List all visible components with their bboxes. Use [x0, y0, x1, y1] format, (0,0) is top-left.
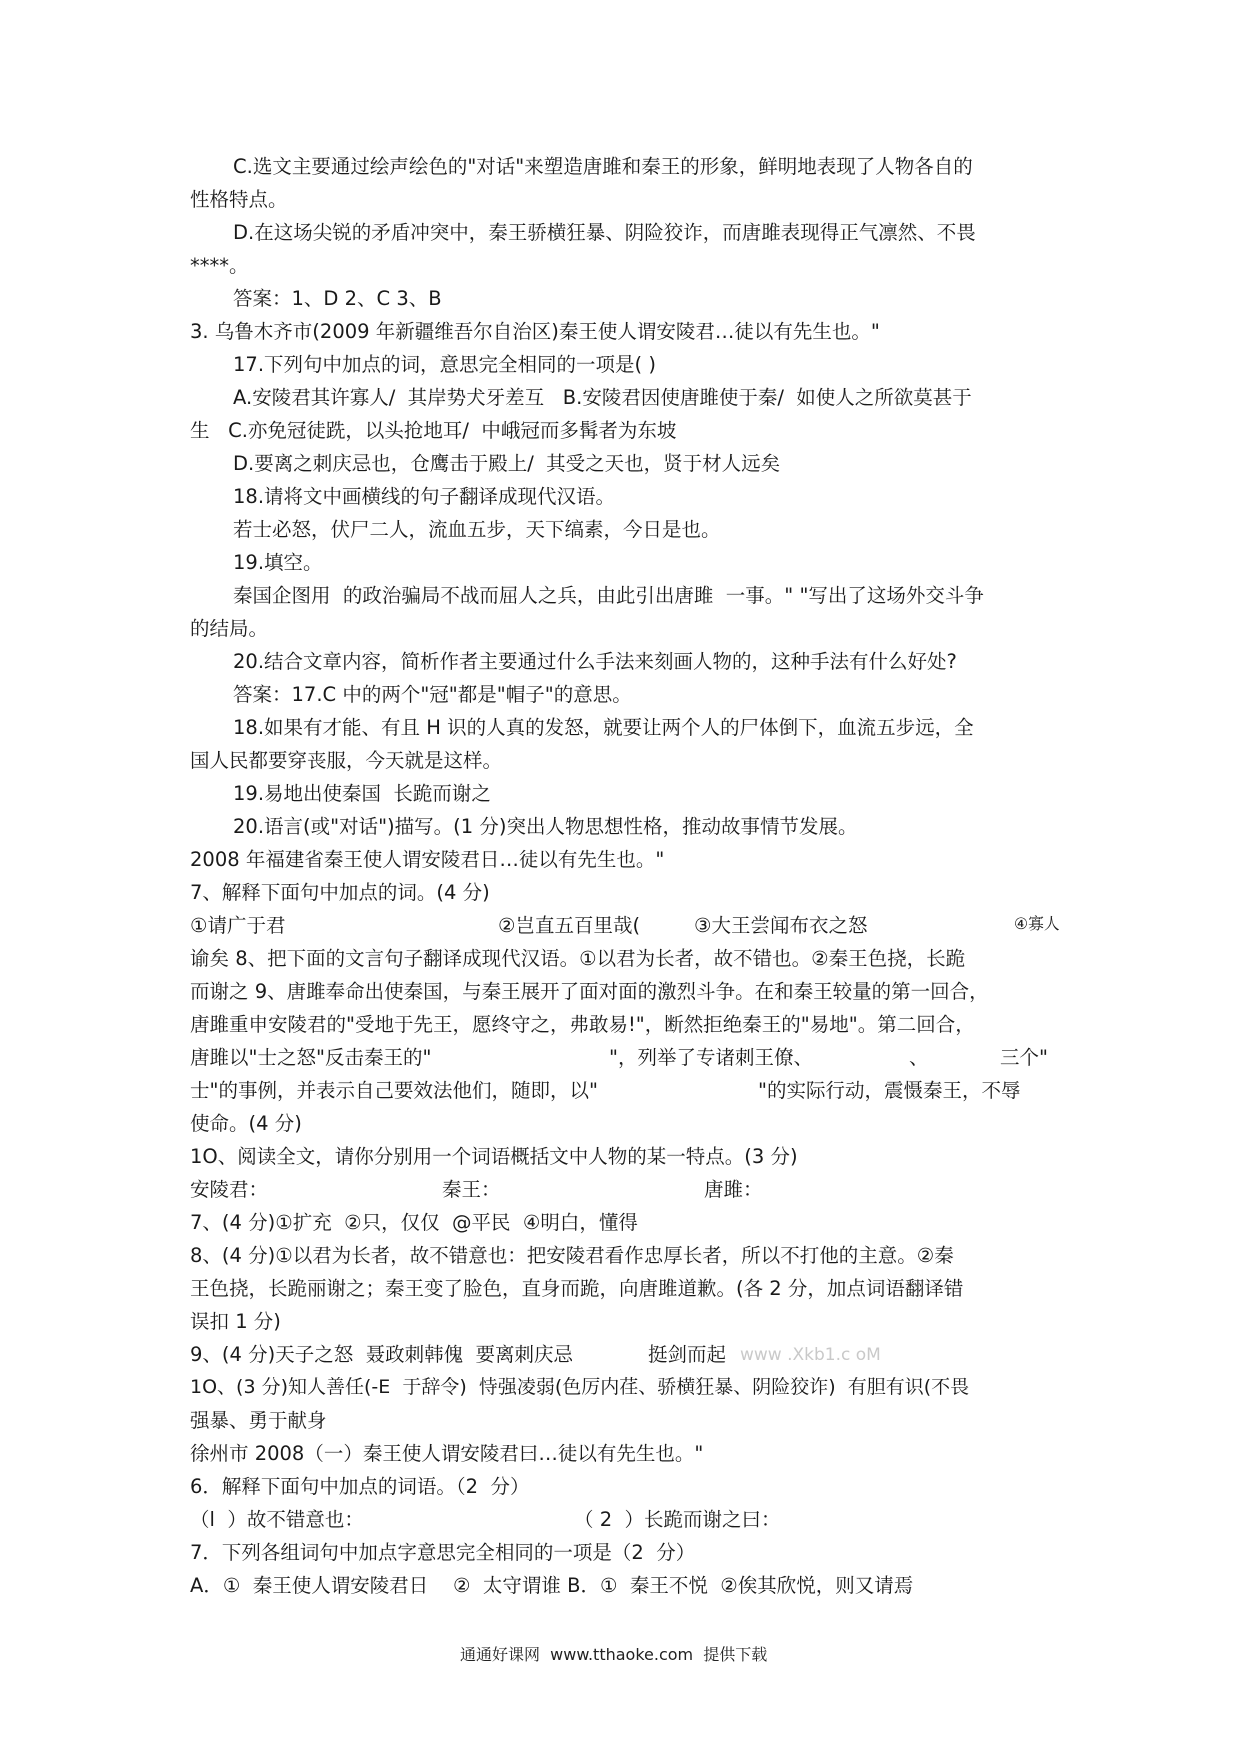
question-line: 7、解释下面句中加点的词。(4 分)	[190, 881, 490, 904]
question-item: （ 2 ）长跪而谢之曰：	[574, 1508, 781, 1531]
question-item: ①请广于君	[190, 914, 286, 937]
option-line: A.安陵君其许寡人/ 其岸势犬牙差互 B.安陵君因使唐雎使于秦/ 如使人之所欲莫甚于	[233, 386, 972, 409]
section-heading: 徐州市 2008（一）秦王使人谓安陵君曰…徒以有先生也。"	[190, 1442, 704, 1465]
answer-line: 1O、(3 分)知人善任(-E 于辞令) 恃强凌弱(色厉内荏、骄横狂暴、阴险狡诈) 有胆有识(不畏	[190, 1376, 970, 1398]
option-line: D.要离之刺庆忌也，仓鹰击于殿上/ 其受之天也，贤于材人远矣	[233, 452, 781, 475]
answer-line: 答案：1、D 2、C 3、B	[233, 287, 442, 310]
question-line: 18.请将文中画横线的句子翻译成现代汉语。	[233, 485, 616, 508]
text-segment: 、	[909, 1046, 929, 1069]
option-line: A．① 秦王使人谓安陵君日 ② 太守谓谁 B．① 秦王不悦 ②俟其欣悦，则又请焉	[190, 1574, 914, 1597]
question-line: 20.结合文章内容，简析作者主要通过什么手法来刻画人物的，这种手法有什么好处?	[233, 650, 957, 673]
answer-label: 唐雎：	[704, 1178, 763, 1201]
answer-line: 20.语言(或"对话")描写。(1 分)突出人物思想性格，推动故事情节发展。	[233, 815, 858, 838]
text-segment: 士"的事例，并表示自己要效法他们，随即，以"	[190, 1079, 598, 1102]
text-line: 秦国企图用 的政治骗局不战而屈人之兵，由此引出唐雎 一事。" "写出了这场外交斗争	[233, 584, 984, 607]
answer-line: 国人民都要穿丧服，今天就是这样。	[190, 749, 503, 772]
text-line: 谕矣 8、把下面的文言句子翻译成现代汉语。①以君为长者，故不错也。②秦王色挠，长跪	[190, 947, 966, 970]
text-line: 使命。(4 分)	[190, 1112, 302, 1135]
question-line: 7．下列各组词句中加点字意思完全相同的一项是（2 分）	[190, 1541, 696, 1564]
answer-line: 19.易地出使秦国 长跪而谢之	[233, 782, 491, 805]
question-line: 17.下列句中加点的词，意思完全相同的一项是( )	[233, 353, 656, 376]
question-item: ④寡人	[1014, 914, 1060, 933]
text-line: 而谢之 9、唐雎奉命出使秦国，与秦王展开了面对面的激烈斗争。在和秦王较量的第一回合，	[190, 980, 989, 1003]
text-line: 性格特点。	[190, 188, 288, 211]
question-item: ③大王尝闻布衣之怒	[694, 914, 868, 937]
answer-line: 答案：17.C 中的两个"冠"都是"帽子"的意思。	[233, 683, 632, 706]
text-segment: 唐雎以"士之怒"反击秦王的"	[190, 1046, 432, 1069]
text-line: D.在这场尖锐的矛盾冲突中，秦王骄横狂暴、阴险狡诈，而唐雎表现得正气凛然、不畏	[233, 221, 976, 244]
watermark-text: www .Xkb1.c oM	[740, 1345, 881, 1365]
question-item: ②岂直五百里哉(	[498, 914, 641, 937]
section-heading: 2008 年福建省秦王使人谓安陵君日…徒以有先生也。"	[190, 848, 665, 871]
section-heading: 3. 乌鲁木齐市(2009 年新疆维吾尔自治区)秦王使人谓安陵君…徒以有先生也。"	[190, 320, 880, 343]
option-line: 生 C.亦免冠徒跣，以头抢地耳/ 中峨冠而多髯者为东坡	[190, 419, 677, 442]
text-line: 若士必怒，伏尸二人，流血五步，天下缟素，今日是也。	[233, 518, 721, 541]
answer-segment: 挺剑而起	[648, 1343, 727, 1366]
answer-line: 王色挠，长跪丽谢之；秦王变了脸色，直身而跪，向唐雎道歉。(各 2 分，加点词语翻译错	[190, 1277, 964, 1300]
question-line: 19.填空。	[233, 551, 323, 574]
text-line: ****。	[190, 254, 249, 277]
question-line: 6．解释下面句中加点的词语。（2 分）	[190, 1475, 530, 1498]
question-line: 1O、阅读全文，请你分别用一个词语概括文中人物的某一特点。(3 分)	[190, 1145, 798, 1168]
answer-line: 18.如果有才能、有且 H 识的人真的发怒，就要让两个人的尸体倒下，血流五步远，全	[233, 716, 974, 739]
text-segment: 三个"	[1000, 1046, 1048, 1069]
page-footer: 通通好课网 www.tthaoke.com 提供下载	[460, 1645, 768, 1664]
text-line: 唐雎重申安陵君的"受地于先王，愿终守之，弗敢易!"，断然拒绝秦王的"易地"。第二回合，	[190, 1013, 975, 1036]
answer-label: 安陵君：	[190, 1178, 269, 1201]
question-item: （l ）故不错意也：	[190, 1508, 364, 1531]
answer-line: 误扣 1 分)	[190, 1310, 281, 1333]
answer-label: 秦王：	[442, 1178, 501, 1201]
answer-line: 8、(4 分)①以君为长者，故不错意也：把安陵君看作忠厚长者，所以不打他的主意。②秦	[190, 1244, 954, 1267]
answer-segment: 9、(4 分)天子之怒 聂政刺韩傀 要离刺庆忌	[190, 1343, 574, 1366]
text-line: 的结局。	[190, 617, 269, 640]
answer-line: 7、(4 分)①扩充 ②只，仅仅 @平民 ④明白，懂得	[190, 1211, 638, 1234]
text-segment: "，列举了专诸刺王僚、	[609, 1046, 813, 1069]
text-segment: "的实际行动，震慑秦王，不辱	[758, 1079, 1021, 1102]
text-line: C.选文主要通过绘声绘色的"对话"来塑造唐雎和秦王的形象，鲜明地表现了人物各自的	[233, 155, 973, 178]
answer-line: 强暴、勇于献身	[190, 1409, 327, 1432]
